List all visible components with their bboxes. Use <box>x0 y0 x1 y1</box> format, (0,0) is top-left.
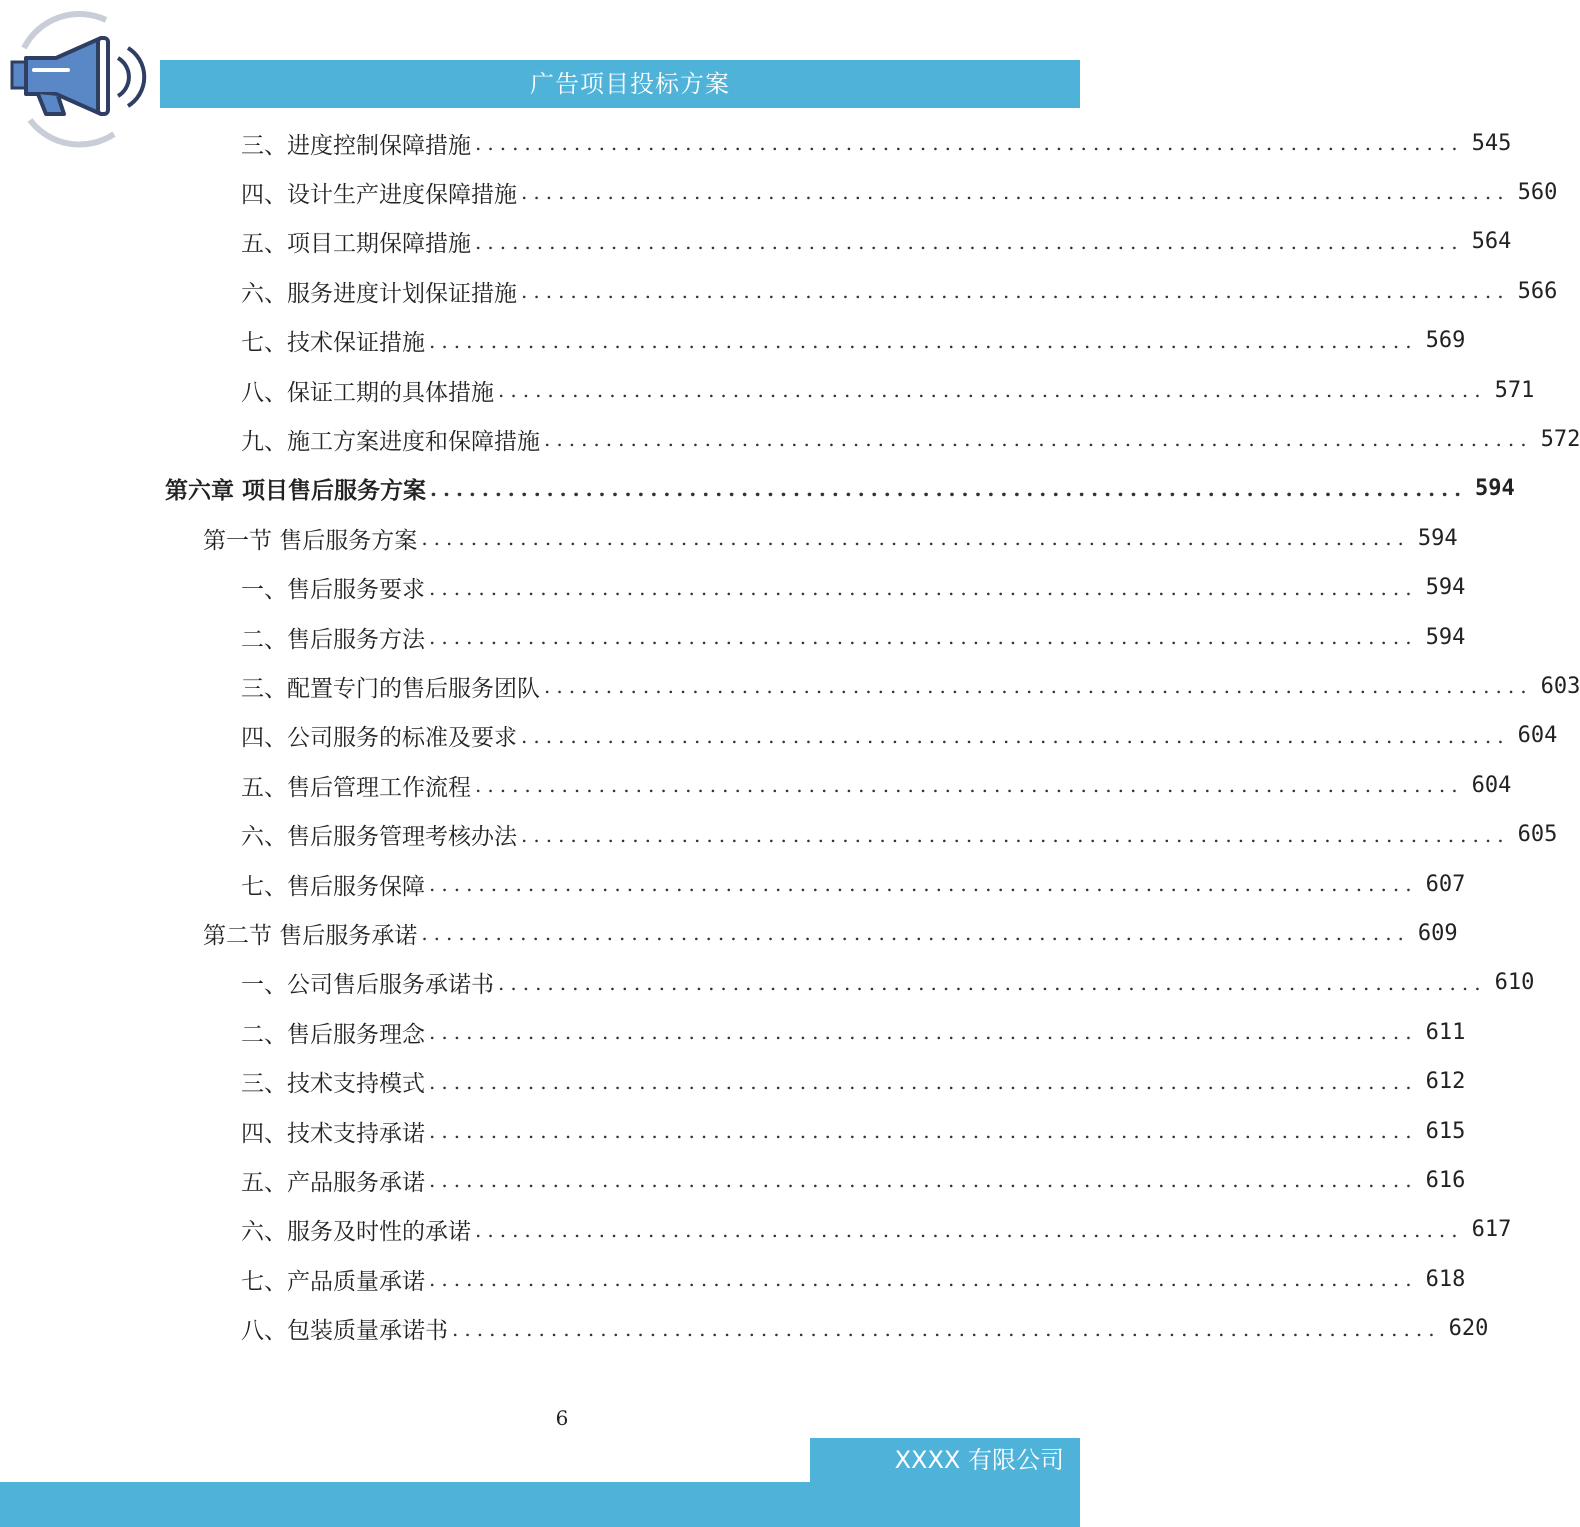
toc-entry-label: 八、包装质量承诺书 <box>241 1318 448 1345</box>
toc-entry-label: 第一节 售后服务方案 <box>203 527 418 554</box>
toc-entry[interactable] <box>241 123 1512 163</box>
toc-entry-page: 564 <box>1471 229 1512 255</box>
toc-leader-dots: ................................................................................ <box>429 625 1418 649</box>
toc-entry-label: 三、配置专门的售后服务团队 <box>241 675 540 702</box>
toc-leader-dots: ................................................................................ <box>429 1069 1418 1094</box>
toc-entry-label: 一、公司售后服务承诺书 <box>241 972 494 999</box>
toc-entry-page: 594 <box>1425 575 1466 601</box>
toc-entry-page: 607 <box>1425 871 1466 897</box>
toc-entry-label: 二、售后服务方法 <box>241 626 425 653</box>
toc-entry-page: 569 <box>1425 328 1466 354</box>
toc-entry-page: 618 <box>1425 1266 1466 1292</box>
toc-entry[interactable] <box>241 1210 1512 1250</box>
toc-leader-dots: ................................................................................ <box>498 378 1487 402</box>
toc-entry-page: 603 <box>1540 673 1580 699</box>
toc-entry[interactable] <box>241 172 1558 212</box>
toc-entry-label: 八、保证工期的具体措施 <box>241 379 494 406</box>
toc-leader-dots: ................................................................................ <box>421 526 1410 551</box>
toc-entry-page: 616 <box>1425 1167 1466 1193</box>
page-number: 6 <box>555 1406 569 1430</box>
document-title: 广告项目投标方案 <box>530 70 730 98</box>
toc-entry-label: 五、售后管理工作流程 <box>241 774 471 801</box>
toc-entry-page: 617 <box>1471 1217 1512 1243</box>
toc-entry[interactable] <box>241 617 1466 657</box>
toc-entry[interactable] <box>241 1309 1489 1349</box>
toc-leader-dots: ................................................................................ <box>475 1217 1464 1242</box>
toc-entry-page: 560 <box>1517 179 1558 205</box>
toc-entry-label: 六、售后服务管理考核办法 <box>241 824 517 851</box>
toc-entry[interactable] <box>241 1160 1466 1200</box>
toc-entry-page: 594 <box>1417 525 1458 551</box>
toc-entry-page: 620 <box>1448 1316 1489 1342</box>
toc-leader-dots: ................................................................................ <box>429 1020 1418 1045</box>
toc-leader-dots: ................................................................................ <box>421 921 1410 946</box>
toc-entry[interactable] <box>241 1259 1466 1299</box>
toc-entry[interactable] <box>241 271 1558 311</box>
toc-leader-dots: ................................................................................ <box>521 723 1510 748</box>
toc-entry-label: 四、技术支持承诺 <box>241 1120 425 1147</box>
toc-entry-label: 二、售后服务理念 <box>241 1021 425 1048</box>
toc-entry-page: 610 <box>1494 970 1535 996</box>
toc-entry-label: 六、服务进度计划保证措施 <box>241 280 517 307</box>
toc-entry-label: 六、服务及时性的承诺 <box>241 1219 471 1246</box>
toc-entry-page: 604 <box>1471 772 1512 798</box>
toc-entry[interactable] <box>203 913 1458 953</box>
toc-leader-dots: ................................................................................ <box>544 674 1533 699</box>
toc-leader-dots: ................................................................................ <box>429 1119 1418 1143</box>
toc-entry-page: 594 <box>1475 476 1515 502</box>
toc-entry-page: 594 <box>1425 624 1466 650</box>
toc-entry[interactable] <box>241 568 1466 608</box>
toc-leader-dots: ................................................................................ <box>429 1168 1418 1193</box>
toc-entry[interactable] <box>241 1062 1466 1102</box>
megaphone-logo <box>6 10 146 150</box>
toc-leader-dots: ................................................................................ <box>498 970 1487 995</box>
toc-entry-label: 七、售后服务保障 <box>241 873 425 900</box>
toc-entry[interactable] <box>241 321 1466 361</box>
toc-entry[interactable] <box>241 419 1580 459</box>
footer-strip <box>0 1482 1080 1527</box>
toc-entry-page: 609 <box>1417 920 1458 946</box>
toc-leader-dots: ................................................................................ <box>475 229 1464 254</box>
toc-entry-label: 三、技术支持模式 <box>241 1071 425 1098</box>
toc-entry-label: 七、产品质量承诺 <box>241 1268 425 1295</box>
toc-leader-dots: ................................................................................ <box>475 131 1464 155</box>
toc-entry[interactable] <box>241 765 1512 805</box>
toc-entry-label: 三、进度控制保障措施 <box>241 132 471 159</box>
toc-entry[interactable] <box>241 716 1558 756</box>
toc-entry[interactable] <box>241 864 1466 904</box>
toc-entry-label: 第二节 售后服务承诺 <box>203 922 418 949</box>
toc-entry[interactable] <box>203 518 1458 558</box>
toc-leader-dots: ................................................................................ <box>429 575 1418 600</box>
toc-entry-label: 四、公司服务的标准及要求 <box>241 725 517 752</box>
toc-entry-label: 四、设计生产进度保障措施 <box>241 181 517 208</box>
toc-entry-page: 572 <box>1540 426 1580 452</box>
toc-entry-page: 604 <box>1517 723 1558 749</box>
toc-leader-dots: ................................................................................ <box>429 1267 1418 1292</box>
toc-leader-dots: ................................................................................ <box>430 476 1468 501</box>
toc-entry[interactable] <box>241 1012 1466 1052</box>
toc-entry-label: 九、施工方案进度和保障措施 <box>241 428 540 455</box>
toc-entry-page: 615 <box>1425 1118 1466 1144</box>
toc-leader-dots: ................................................................................ <box>521 279 1510 304</box>
toc-entry[interactable] <box>241 963 1535 1003</box>
toc-leader-dots: ................................................................................ <box>544 427 1533 452</box>
toc-leader-dots: ................................................................................ <box>521 180 1510 205</box>
toc-leader-dots: ................................................................................ <box>429 328 1418 353</box>
toc-entry-page: 605 <box>1517 822 1558 848</box>
toc-entry[interactable] <box>241 370 1535 410</box>
toc-entry-page: 545 <box>1471 130 1512 156</box>
toc-entry-label: 五、产品服务承诺 <box>241 1169 425 1196</box>
toc-entry[interactable] <box>165 469 1515 509</box>
toc-entry-label: 七、技术保证措施 <box>241 330 425 357</box>
toc-entry-label: 一、售后服务要求 <box>241 577 425 604</box>
header-bar <box>160 60 1080 108</box>
toc-entry-label: 第六章 项目售后服务方案 <box>165 477 427 505</box>
toc-entry[interactable] <box>241 222 1512 262</box>
toc-leader-dots: ................................................................................ <box>429 872 1418 896</box>
megaphone-icon <box>6 10 146 150</box>
toc-entry-page: 611 <box>1425 1019 1466 1045</box>
company-name: XXXX 有限公司 <box>894 1446 1064 1474</box>
toc-entry[interactable] <box>241 666 1580 706</box>
toc-entry-page: 566 <box>1517 278 1558 304</box>
toc-entry-page: 571 <box>1494 377 1535 403</box>
toc-entry-label: 五、项目工期保障措施 <box>241 231 471 258</box>
toc-leader-dots: ................................................................................ <box>452 1316 1441 1341</box>
toc-entry-page: 612 <box>1425 1069 1466 1095</box>
toc-entry[interactable] <box>241 815 1558 855</box>
toc-leader-dots: ................................................................................ <box>475 773 1464 798</box>
toc-entry[interactable] <box>241 1111 1466 1151</box>
toc-leader-dots: ................................................................................ <box>521 822 1510 847</box>
